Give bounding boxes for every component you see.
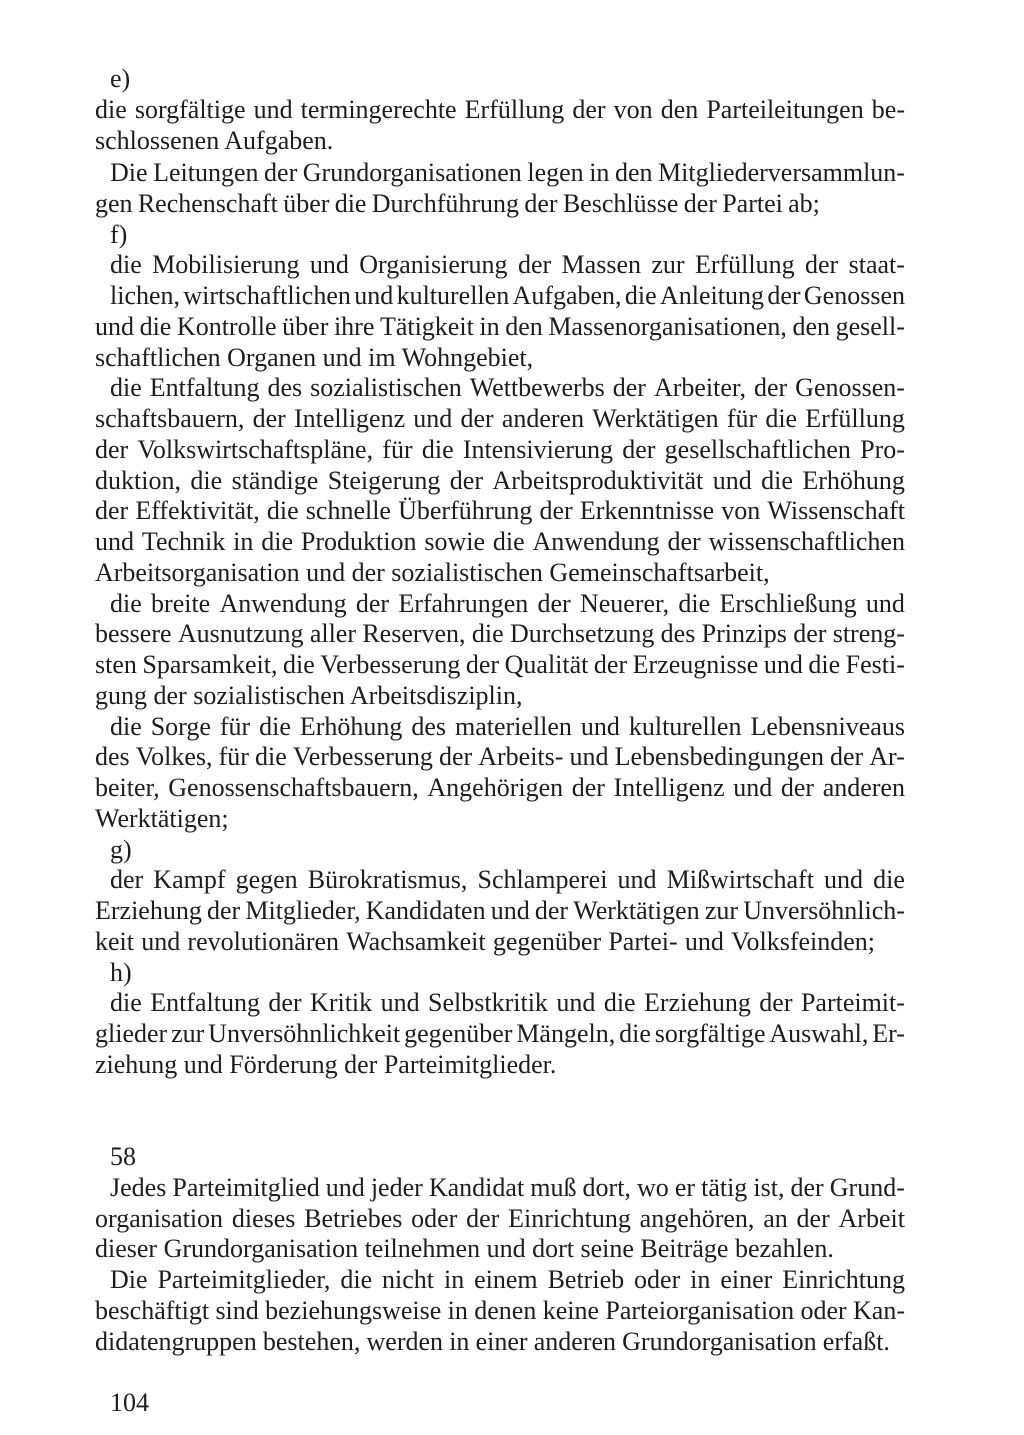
section-marker-e: e) [110, 64, 131, 93]
text-line: lichen, wirtschaftlichen und kulturellen Aufgaben, die Anleitung der Genossen [110, 281, 905, 310]
text-line: die Sorge für die Erhöhung des materiellen und kulturellen Lebensniveaus [110, 712, 905, 741]
text-line: Erziehung der Mitglieder, Kandidaten und der Werktätigen zur Unversöhnlich- [95, 896, 905, 925]
text-line: duktion, die ständige Steigerung der Arbeitsproduktivität und die Erhöhung [95, 466, 905, 495]
text-line: dieser Grundorganisation teilnehmen und dort seine Beiträge bezahlen. [95, 1234, 834, 1263]
text-line: Die Leitungen der Grundorganisationen legen in den Mitgliederversammlun- [110, 158, 905, 187]
text-line: Jedes Parteimitglied und jeder Kandidat muß dort, wo er tätig ist, der Grund- [110, 1173, 905, 1202]
text-line: der Effektivität, die schnelle Überführung der Erkenntnisse von Wissenschaft [95, 496, 905, 525]
text-line: bessere Ausnutzung aller Reserven, die Durchsetzung des Prinzips der streng- [95, 619, 905, 648]
page-number: 104 [110, 1388, 149, 1417]
section-marker-f: f) [110, 220, 128, 249]
text-line: schlossenen Aufgaben. [95, 126, 334, 155]
text-line: des Volkes, für die Verbesserung der Arbeits- und Lebensbedingungen der Ar- [95, 742, 905, 771]
text-line: Arbeitsorganisation und der sozialistischen Gemeinschaftsarbeit, [95, 558, 770, 587]
text-line: der Kampf gegen Bürokratismus, Schlamperei und Mißwirtschaft und die [110, 865, 905, 894]
text-line: der Volkswirtschaftspläne, für die Intensivierung der gesellschaftlichen Pro- [95, 435, 905, 464]
text-line: ziehung und Förderung der Parteimitglieder. [95, 1050, 557, 1079]
text-line: schaftlichen Organen und im Wohngebiet, [95, 343, 534, 372]
text-line: die Entfaltung des sozialistischen Wettbewerbs der Arbeiter, der Genossen- [110, 373, 905, 402]
text-line: didatengruppen bestehen, werden in einer anderen Grundorganisation erfaßt. [95, 1327, 890, 1356]
text-line: Werktätigen; [95, 804, 229, 833]
text-line: beiter, Genossenschaftsbauern, Angehörigen der Intelligenz und der anderen [95, 773, 905, 802]
text-line: Die Parteimitglieder, die nicht in einem Betrieb oder in einer Einrichtung [110, 1265, 905, 1294]
text-line: die breite Anwendung der Erfahrungen der Neuerer, die Erschließung und [110, 589, 905, 618]
text-line: glieder zur Unversöhnlichkeit gegenüber Mängeln, die sorgfältige Auswahl, Er- [95, 1019, 905, 1048]
text-line: gung der sozialistischen Arbeitsdisziplin, [95, 681, 523, 710]
text-line: die Mobilisierung und Organisierung der Massen zur Erfüllung der staat- [110, 250, 905, 279]
text-line: die Entfaltung der Kritik und Selbstkritik und die Erziehung der Parteimit- [110, 988, 905, 1017]
article-number: 58 [110, 1142, 136, 1171]
text-line: und Technik in die Produktion sowie die Anwendung der wissenschaftlichen [95, 527, 905, 556]
text-line: sten Sparsamkeit, die Verbesserung der Qualität der Erzeugnisse und die Festi- [95, 650, 905, 679]
text-line: die sorgfältige und termingerechte Erfüllung der von den Parteileitungen be- [95, 95, 905, 124]
text-line: schaftsbauern, der Intelligenz und der anderen Werktätigen für die Erfüllung [95, 404, 905, 433]
text-line: keit und revolutionären Wachsamkeit gegenüber Partei- und Volksfeinden; [95, 927, 875, 956]
text-line: beschäftigt sind beziehungsweise in denen keine Parteiorganisation oder Kan- [95, 1296, 905, 1325]
section-marker-h: h) [110, 958, 132, 987]
section-marker-g: g) [110, 835, 132, 864]
text-line: und die Kontrolle über ihre Tätigkeit in den Massenorganisationen, den gesell- [95, 312, 905, 341]
text-line: organisation dieses Betriebes oder der Einrichtung angehören, an der Arbeit [95, 1204, 905, 1233]
text-line: gen Rechenschaft über die Durchführung der Beschlüsse der Partei ab; [95, 189, 820, 218]
